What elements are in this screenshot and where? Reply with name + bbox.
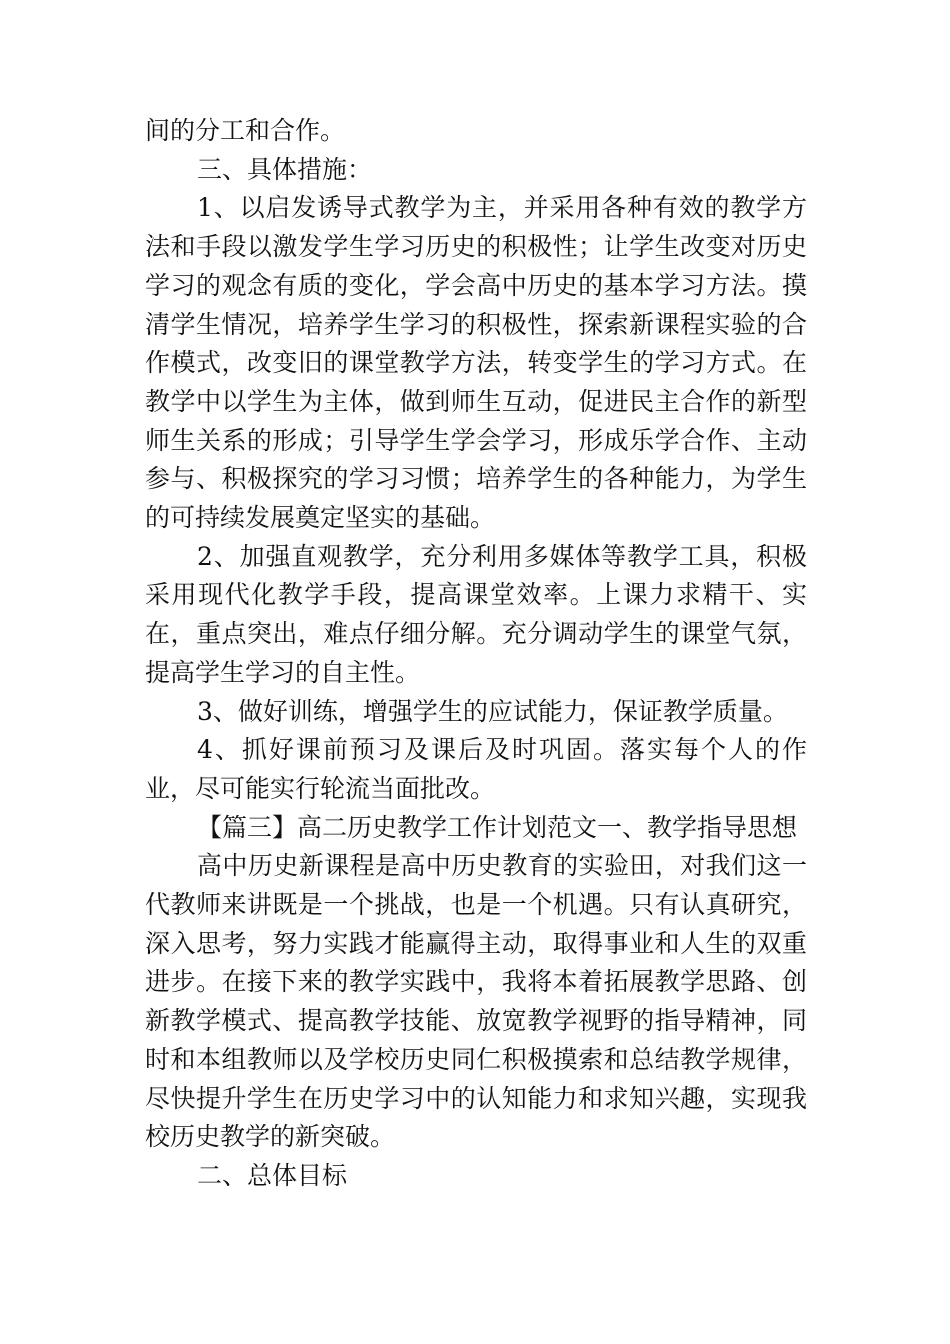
section-heading: 【篇三】高二历史教学工作计划范文一、教学指导思想	[197, 812, 798, 842]
paragraph: 高中历史新课程是高中历史教育的实验田，对我们这一代教师来讲既是一个挑战，也是一个机遇。只有认真研究，深入思考，努力实践才能赢得主动，取得事业和人生的双重进步。在接下来的教学实践中，我将本着拓展教学思路、创新教学模式、提高教学技能、放宽教学视野的指导精神，同时和本组教师以及学校历史同仁积极摸索和总结教学规律，尽快提升学生在历史学习中的认知能力和求知兴趣，实现我校历史教学的新突破。	[145, 851, 807, 1152]
paragraph: 4、抓好课前预习及课后及时巩固。落实每个人的作业，尽可能实行轮流当面批改。	[145, 735, 807, 803]
paragraph: 间的分工和合作。	[145, 116, 346, 145]
section-heading: 二、总体目标	[197, 1160, 348, 1190]
paragraph: 三、具体措施：	[197, 154, 373, 184]
paragraph: 1、以启发诱导式教学为主，并采用各种有效的教学方法和手段以激发学生学习历史的积极性；让学生改变对历史学习的观念有质的变化，学会高中历史的基本学习方法。摸清学生情况，培养学生学习的积极性，探索新课程实验的合作模式，改变旧的课堂教学方法，转变学生的学习方式。在教学中以学生为主体，做到师生互动，促进民主合作的新型师生关系的形成；引导学生学会学习，形成乐学合作、主动参与、积极探究的学习习惯；培养学生的各种能力，为学生的可持续发展奠定坚实的基础。	[145, 193, 807, 533]
paragraph: 3、做好训练，增强学生的应试能力，保证教学质量。	[197, 696, 788, 726]
document-body	[145, 112, 807, 1196]
paragraph: 2、加强直观教学，充分利用多媒体等教学工具，积极采用现代化教学手段，提高课堂效率。上课力求精干、实在，重点突出，难点仔细分解。充分调动学生的课堂气氛，提高学生学习的自主性。	[145, 541, 807, 687]
